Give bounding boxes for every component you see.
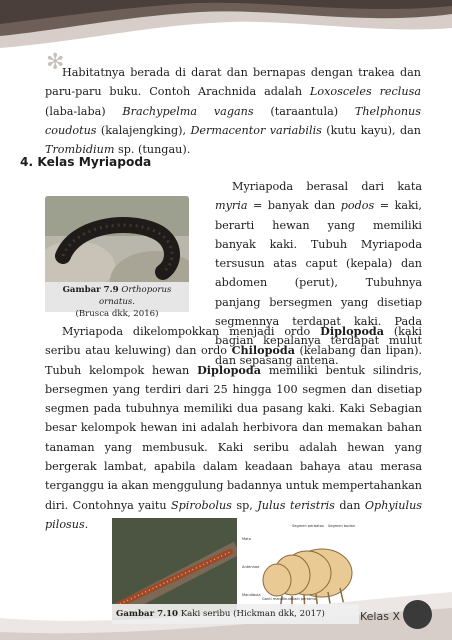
diagram-label: Segmen perbatas bbox=[292, 524, 324, 528]
text-run: Myriapoda dikelompokkan menjadi ordo bbox=[62, 325, 321, 338]
diagram-label: Ganti mandibula bbox=[262, 597, 292, 601]
figure-label: Gambar 7.10 bbox=[116, 609, 179, 619]
header-swoosh-decoration bbox=[0, 0, 452, 70]
intro-paragraph bbox=[45, 63, 421, 159]
text-run: Ophyiulus pilosus. bbox=[45, 498, 423, 531]
text-run: Habitatnya berada di darat dan bernapas dengan trakea dan paru-paru buku. Contoh Arachnida adalah bbox=[45, 66, 421, 99]
diagram-label: Antennae bbox=[242, 565, 260, 569]
diagram-label: Mata bbox=[242, 537, 251, 541]
text-run: (laba-laba) bbox=[45, 104, 123, 118]
text-run: Dermacentor variabilis bbox=[190, 123, 322, 137]
figure-source: (Brusca dkk, 2016) bbox=[75, 309, 159, 319]
footer-class-label: Kelas X bbox=[360, 610, 400, 623]
text-run: Trombidium bbox=[45, 143, 115, 157]
text-run: Brachypelma vagans bbox=[122, 104, 254, 118]
text-run: memiliki bentuk silindris, bersegmen yang terdiri dari 25 hingga 100 segmen dan disetiap segmen pada tubuhnya memiliki dua pasang kaki. Kaki Sebagian besar kelompok hewan ini adalah herbivora dan memakan bahan tanaman yang membusuk. Kaki seribu adalah hewan yang bergerak lambat, apabila dalam keadaan bahaya atau merasa terganggu ia akan menggulung badannya untuk mempertahankan diri. Contohnya yaitu bbox=[45, 363, 422, 512]
text-run: (taraantula) bbox=[253, 104, 355, 118]
page-number-circle bbox=[403, 600, 432, 629]
text-run: myria bbox=[215, 199, 248, 213]
figure-caption-text: Kaki seribu (Hickman dkk, 2017) bbox=[178, 609, 325, 619]
text-run: Diplopoda bbox=[320, 324, 384, 338]
text-run: (kelabang dan lipan). Tubuh kelompok hewan bbox=[45, 344, 423, 377]
text-run: sp. (tungau). bbox=[114, 143, 191, 157]
text-run: Diplopoda bbox=[197, 362, 261, 377]
figure-7-9-caption bbox=[45, 282, 189, 319]
text-run: Myriapoda berasal dari kata bbox=[232, 180, 422, 193]
text-run: dan bbox=[334, 498, 365, 512]
section-heading: 4. Kelas Myriapoda bbox=[20, 155, 152, 169]
figure-7-10-caption bbox=[112, 604, 359, 624]
figure-species: Orthoporus ornatus. bbox=[98, 285, 172, 307]
text-run: (kaki seribu atau keluwing) dan ordo bbox=[45, 325, 422, 358]
text-run: (kalajengking), bbox=[96, 123, 191, 137]
diagram-label: Kaki pertama bbox=[292, 597, 317, 601]
text-run: (kutu kayu), dan bbox=[321, 123, 421, 137]
text-run: Spirobolus bbox=[170, 498, 232, 512]
text-run: Thelphonus coudotus bbox=[45, 104, 421, 137]
text-run: = kaki, berarti hewan yang memiliki banyak kaki. Tubuh Myriapoda tersusun atas caput (kepala) dan abdomen (perut), Tubuhnya panjang bersegmen yang disetiap segmennya terdapat kaki. Pada bagian kepalanya terdapat mulut dan sepasang antena. bbox=[215, 199, 422, 367]
text-run: = banyak dan bbox=[247, 199, 341, 213]
diagram-label: Mandibula bbox=[242, 593, 261, 597]
text-run: sp, bbox=[231, 498, 258, 512]
diagram-label: Segmen bodan bbox=[328, 524, 356, 528]
text-run: Loxosceles reclusa bbox=[309, 85, 422, 99]
asterisk-decoration: ✻ bbox=[46, 50, 65, 75]
body-paragraph bbox=[45, 322, 422, 534]
figure-label: Gambar 7.9 bbox=[62, 285, 119, 295]
text-run: Chilopoda bbox=[231, 343, 295, 358]
text-run: Julus teristris bbox=[257, 498, 335, 512]
text-run: podos bbox=[340, 199, 375, 213]
